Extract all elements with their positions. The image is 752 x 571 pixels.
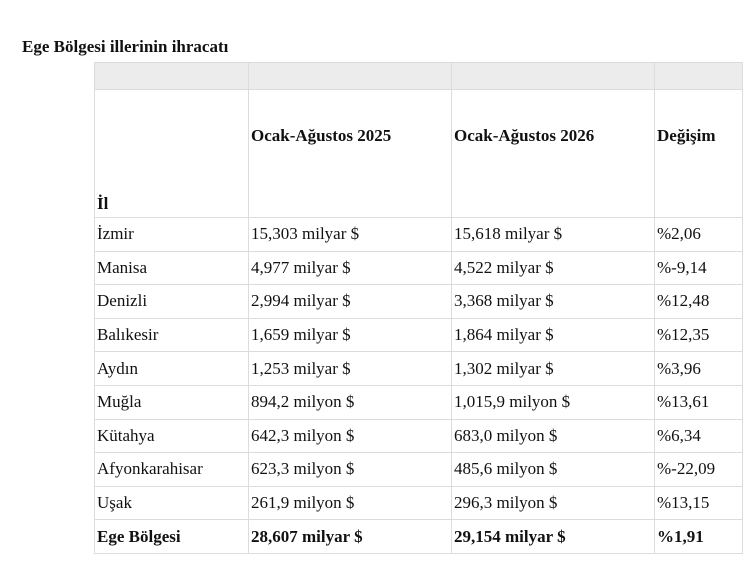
- export-table: [94, 62, 743, 554]
- table-row: [95, 318, 743, 352]
- table-shaded-band: [95, 63, 743, 90]
- change-cell: %1,91: [655, 520, 743, 554]
- province-cell: Muğla: [95, 385, 249, 419]
- change-cell: %13,15: [655, 486, 743, 520]
- change-cell: %3,96: [655, 352, 743, 386]
- value-2025-cell: 28,607 milyar $: [249, 520, 452, 554]
- page-title: Ege Bölgesi illerinin ihracatı: [22, 37, 229, 56]
- value-2026-cell: 1,015,9 milyon $: [452, 385, 655, 419]
- table-row: [95, 385, 743, 419]
- value-2025-cell: 1,253 milyar $: [249, 352, 452, 386]
- value-2025-cell: 642,3 milyon $: [249, 419, 452, 453]
- province-cell: Kütahya: [95, 419, 249, 453]
- value-2025-cell: 2,994 milyar $: [249, 285, 452, 319]
- table-total-row: [95, 520, 743, 554]
- province-cell: Balıkesir: [95, 318, 249, 352]
- change-cell: %-22,09: [655, 453, 743, 487]
- value-2026-cell: 29,154 milyar $: [452, 520, 655, 554]
- table-row: [95, 218, 743, 252]
- value-2026-cell: 296,3 milyon $: [452, 486, 655, 520]
- empty-cell: [249, 63, 452, 90]
- change-cell: %12,48: [655, 285, 743, 319]
- value-2026-cell: 1,864 milyar $: [452, 318, 655, 352]
- value-2025-cell: 623,3 milyon $: [249, 453, 452, 487]
- change-cell: %2,06: [655, 218, 743, 252]
- province-cell: Aydın: [95, 352, 249, 386]
- change-cell: %6,34: [655, 419, 743, 453]
- province-cell: Uşak: [95, 486, 249, 520]
- value-2025-cell: 15,303 milyar $: [249, 218, 452, 252]
- header-2026: Ocak-Ağustos 2026: [452, 90, 655, 218]
- province-cell: Ege Bölgesi: [95, 520, 249, 554]
- table-row: [95, 453, 743, 487]
- change-cell: %13,61: [655, 385, 743, 419]
- value-2026-cell: 683,0 milyon $: [452, 419, 655, 453]
- province-cell: Denizli: [95, 285, 249, 319]
- value-2025-cell: 4,977 milyar $: [249, 251, 452, 285]
- value-2026-cell: 1,302 milyar $: [452, 352, 655, 386]
- value-2026-cell: 4,522 milyar $: [452, 251, 655, 285]
- table-header-row: [95, 90, 743, 218]
- empty-cell: [95, 63, 249, 90]
- empty-cell: [452, 63, 655, 90]
- header-il: İl: [95, 90, 249, 218]
- header-change: Değişim: [655, 90, 743, 218]
- value-2026-cell: 485,6 milyon $: [452, 453, 655, 487]
- province-cell: Afyonkarahisar: [95, 453, 249, 487]
- table-row: [95, 251, 743, 285]
- value-2026-cell: 15,618 milyar $: [452, 218, 655, 252]
- table-row: [95, 352, 743, 386]
- value-2025-cell: 261,9 milyon $: [249, 486, 452, 520]
- table-row: [95, 419, 743, 453]
- province-cell: İzmir: [95, 218, 249, 252]
- change-cell: %12,35: [655, 318, 743, 352]
- empty-cell: [655, 63, 743, 90]
- value-2025-cell: 894,2 milyon $: [249, 385, 452, 419]
- change-cell: %-9,14: [655, 251, 743, 285]
- table-row: [95, 486, 743, 520]
- province-cell: Manisa: [95, 251, 249, 285]
- header-2025: Ocak-Ağustos 2025: [249, 90, 452, 218]
- value-2026-cell: 3,368 milyar $: [452, 285, 655, 319]
- table-row: [95, 285, 743, 319]
- value-2025-cell: 1,659 milyar $: [249, 318, 452, 352]
